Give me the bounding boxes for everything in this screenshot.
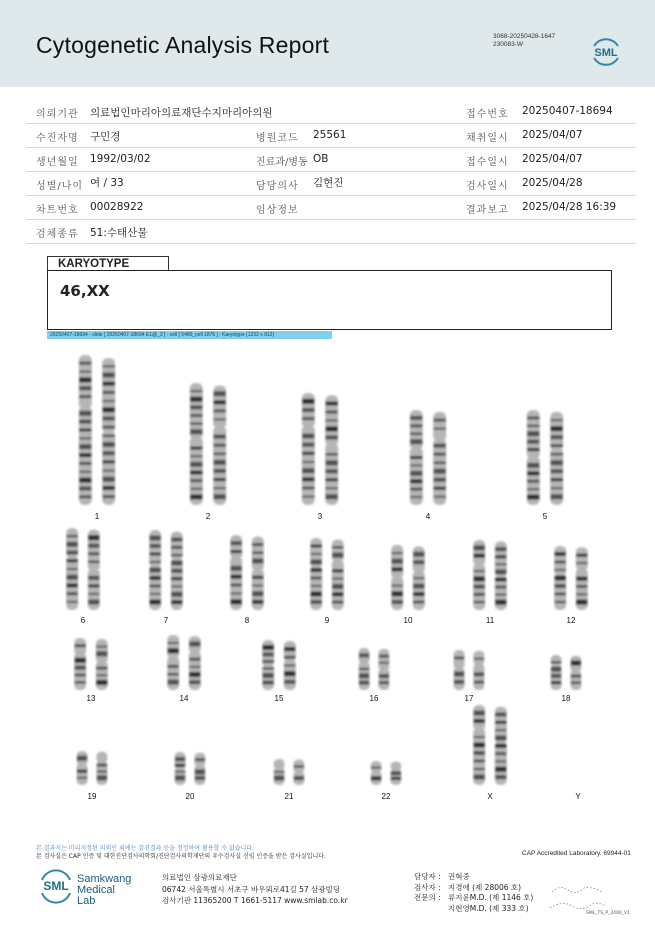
chromosome-label: Y <box>575 792 581 801</box>
staff-name: 권혁중 <box>448 872 470 881</box>
chromosome-pair-4 <box>410 410 446 505</box>
karyogram-caption: 20250407-18694 - slide [ 20250407-18694 E1@_3 ] : cell [ 5480_cell 1876 ] : Karyotype (1232 x 912) <box>47 331 332 339</box>
chromosome-label: 15 <box>274 694 284 703</box>
chart-no-label: 차트번호 <box>36 205 79 216</box>
staff-name: 지현영M.D. (제 333 호) <box>448 903 529 913</box>
chromosome-label: 7 <box>163 616 169 625</box>
footer-logo-line1: Samkwang <box>77 873 132 885</box>
chart-no-value: 00028922 <box>90 201 144 213</box>
report-code-line2: 230083-W <box>493 41 523 48</box>
info-row <box>26 196 636 220</box>
report-header <box>0 0 655 87</box>
chromosome-pair-12 <box>554 546 588 610</box>
test-date-value: 2025/04/28 <box>522 177 583 189</box>
chromosome-pair-20 <box>175 752 206 785</box>
chromosome-label: 22 <box>381 792 391 801</box>
sml-logo-text: SML <box>594 47 618 59</box>
sex-age-label: 성별/나이 <box>36 181 84 192</box>
chromosome-pair-7 <box>149 530 183 610</box>
info-row <box>26 220 636 244</box>
chromosome-label: 3 <box>317 512 323 521</box>
chromosome-label: 11 <box>485 616 495 625</box>
chromosome-label: 13 <box>86 694 96 703</box>
karyotype-result-box <box>47 270 612 330</box>
footer-logo-text <box>77 874 136 907</box>
chromosome-label: 16 <box>369 694 379 703</box>
doctor-value: 김현진 <box>313 177 344 189</box>
notice-line2: 본 검사실은 CAP 인증 및 대한진단검사의학회/진단검사의학재단의 우수검사실 신임 인증을 받은 검사실입니다. <box>36 853 326 860</box>
chromosome-pair-17 <box>454 650 485 690</box>
doctor-label: 담당의사 <box>256 181 299 192</box>
chromosome-label: 1 <box>94 512 100 521</box>
chromosome-pair-5 <box>527 410 563 505</box>
chromosome-label: 6 <box>80 616 86 625</box>
chromosome-pair-11 <box>473 540 507 610</box>
footer-address-line: 06742 서울특별시 서초구 바우뫼로41길 57 삼광빌딩 <box>162 884 341 894</box>
footer-org: 의료법인 삼광의료재단 <box>162 873 237 882</box>
institution-label: 의뢰기관 <box>36 109 79 120</box>
footer-staff <box>414 872 533 914</box>
footer-address <box>162 872 348 907</box>
institution-value: 의료법인마리아의료재단수지마리아의원 <box>90 107 273 119</box>
chromosome-pair-8 <box>230 535 264 610</box>
staff-role: 담당자 : <box>414 872 441 881</box>
dept-value: OB <box>313 153 329 165</box>
chromosome-pair-6 <box>66 528 100 610</box>
test-date-label: 검사일시 <box>466 181 509 192</box>
hospital-code-value: 25561 <box>313 129 347 141</box>
report-label: 결과보고 <box>466 205 509 216</box>
chromosome-label: 9 <box>324 616 330 625</box>
chromosome-pair-22 <box>371 761 402 785</box>
karyogram <box>0 340 655 814</box>
report-code-line1: 3068-20250428-1647 <box>493 33 556 40</box>
receipt-date-label: 접수일시 <box>466 157 509 168</box>
birth-label: 생년월일 <box>36 157 79 168</box>
chromosome-pair-19 <box>77 751 108 785</box>
chromosome-label: 12 <box>566 616 576 625</box>
chromosome-pair-X <box>473 705 507 785</box>
hospital-code-label: 병원코드 <box>256 133 299 144</box>
sml-footer-logo-icon <box>36 866 76 906</box>
chromosome-label: 4 <box>425 512 431 521</box>
chromosome-label: 8 <box>244 616 250 625</box>
staff-row <box>414 893 533 904</box>
chromosome-pair-15 <box>262 640 296 690</box>
receipt-no-label: 접수번호 <box>466 109 509 120</box>
specimen-value: 51:수태산물 <box>90 227 148 239</box>
collect-date-label: 채취일시 <box>466 133 509 144</box>
chromosome-label: 20 <box>185 792 195 801</box>
report-title: Cytogenetic Analysis Report <box>36 32 330 58</box>
chromosome-label: 18 <box>561 694 571 703</box>
receipt-date-value: 2025/04/07 <box>522 153 583 165</box>
chromosome-pair-1 <box>79 355 115 505</box>
report-value: 2025/04/28 16:39 <box>522 201 617 213</box>
info-row <box>26 100 636 124</box>
collect-date-value: 2025/04/07 <box>522 129 583 141</box>
receipt-no-value: 20250407-18694 <box>522 105 613 117</box>
footer-contact: 검사기관 11365200 T 1661-5117 www.smlab.co.kr <box>162 896 348 905</box>
chromosome-pair-9 <box>310 538 344 610</box>
chromosome-label: 17 <box>464 694 474 703</box>
staff-row <box>414 883 533 894</box>
chromosome-label: 19 <box>87 792 97 801</box>
footer-logo-line2: Medical Lab <box>77 884 115 907</box>
karyotype-heading: KARYOTYPE <box>47 256 169 271</box>
info-row <box>26 172 636 196</box>
patient-label: 수진자명 <box>36 133 79 144</box>
sml-footer-logo-text: SML <box>43 879 69 893</box>
info-row <box>26 124 636 148</box>
birth-value: 1992/03/02 <box>90 153 151 165</box>
staff-name: 지경애 (제 28006 호) <box>448 882 522 892</box>
karyotype-result: 46,XX <box>60 282 110 300</box>
chromosome-label: 5 <box>542 512 548 521</box>
chromosome-label: X <box>487 792 493 801</box>
chromosome-pair-2 <box>190 383 226 505</box>
chromosome-pair-16 <box>359 648 390 690</box>
specimen-label: 검체종류 <box>36 229 79 240</box>
cap-accreditation: CAP Accredited Laboratory. 69944-01 <box>522 850 631 857</box>
clinical-label: 임상정보 <box>256 205 299 216</box>
chromosome-label: 14 <box>179 694 189 703</box>
sex-age-value: 여 / 33 <box>90 177 124 189</box>
chromosome-pair-10 <box>391 545 425 610</box>
karyogram-image <box>0 340 655 810</box>
notice-line1: 본 결과지는 미리지정된 의뢰인 외에는 검진결과 등을 정정하여 활용할 수 없습니다. <box>36 845 255 852</box>
chromosome-pair-14 <box>167 635 201 690</box>
staff-row <box>414 904 533 915</box>
dept-label: 진료과/병동 <box>256 157 308 168</box>
staff-role: 검사자 : <box>414 882 441 892</box>
report-code <box>493 33 555 49</box>
chromosome-label: 10 <box>403 616 413 625</box>
staff-role: 전문의 : <box>414 893 441 902</box>
chromosome-label: 2 <box>205 512 211 521</box>
chromosome-pair-18 <box>551 655 582 690</box>
info-row <box>26 148 636 172</box>
chromosome-pair-21 <box>274 759 305 785</box>
staff-row <box>414 872 533 883</box>
chromosome-label: 21 <box>284 792 294 801</box>
patient-value: 구민경 <box>90 131 121 143</box>
chromosome-pair-3 <box>302 393 338 505</box>
chromosome-pair-13 <box>74 638 108 690</box>
signature-image <box>548 880 608 915</box>
footer-logo <box>36 866 136 906</box>
staff-name: 류지윤M.D. (제 1146 호) <box>448 893 534 902</box>
form-code: SML_TS_P_2400_V1 <box>586 911 630 916</box>
sml-logo-icon <box>588 34 624 70</box>
